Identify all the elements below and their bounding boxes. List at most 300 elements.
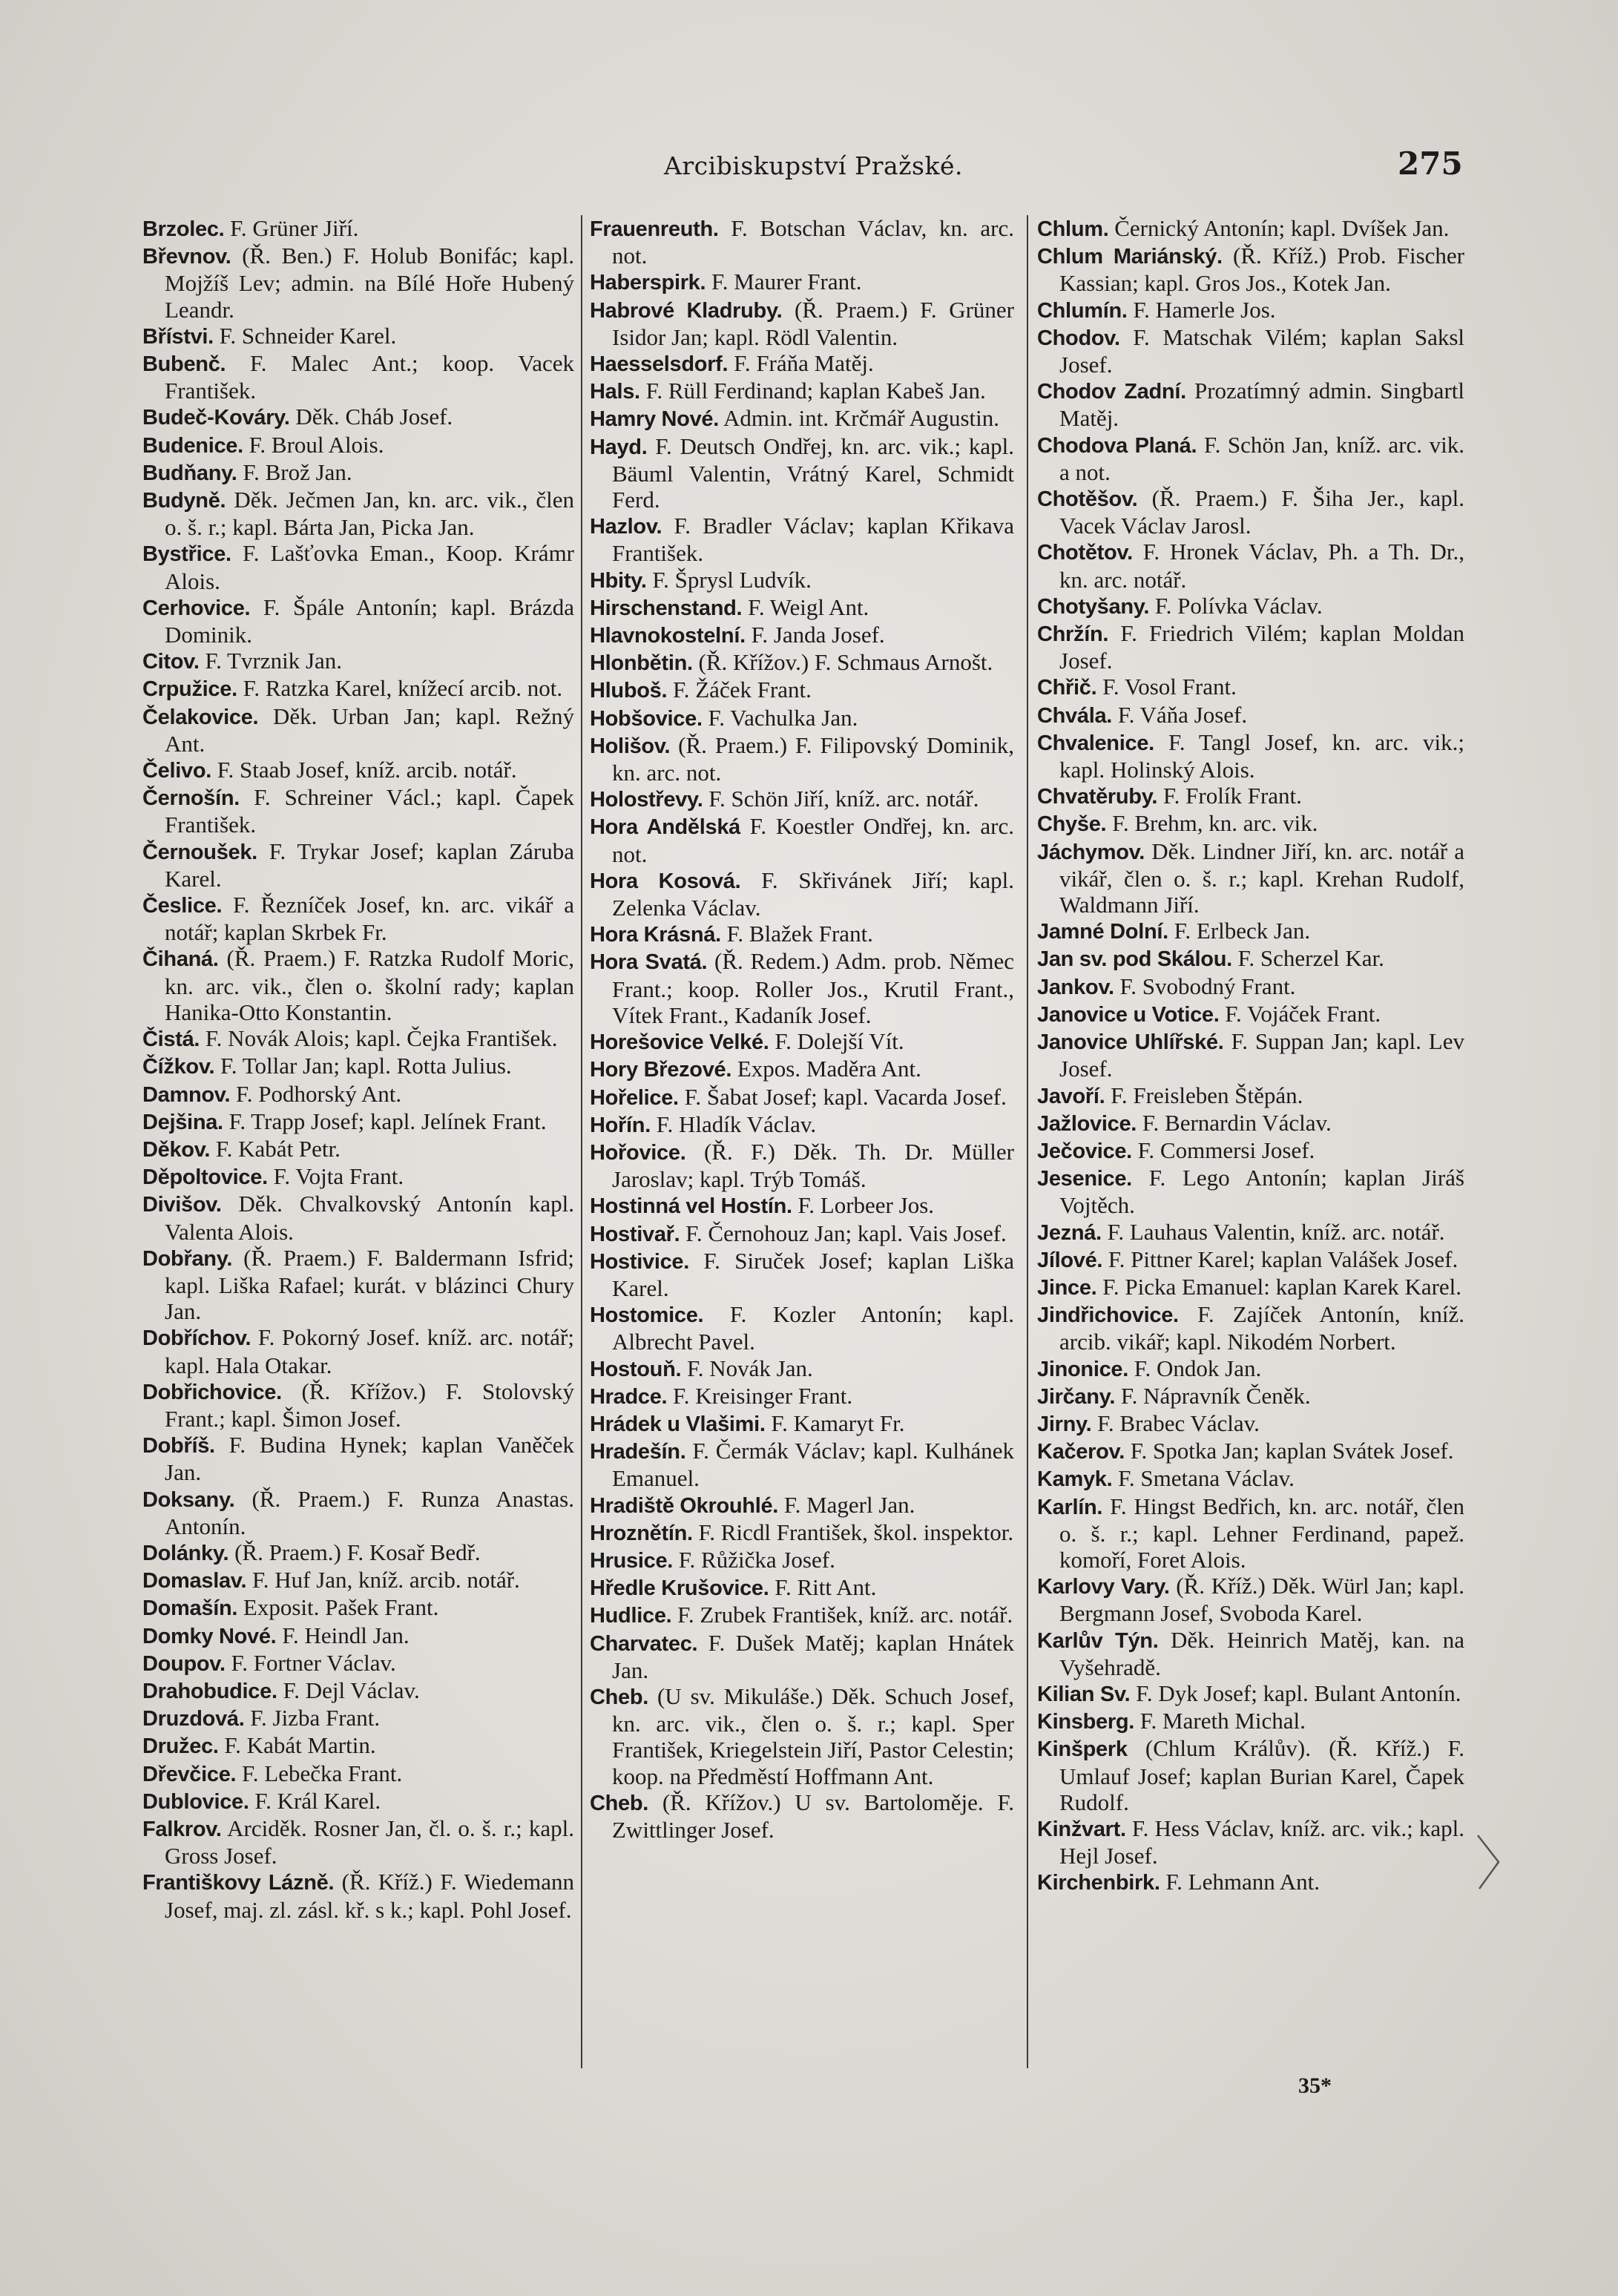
clergy-details: F. Grüner Jiří.: [230, 215, 359, 241]
parish-entry: [1037, 1815, 1464, 1869]
parish-name: Čížkov.: [142, 1055, 215, 1079]
clergy-details: F. Malec Ant.; koop. Vacek František.: [165, 350, 574, 404]
parish-name: Domaslav.: [142, 1569, 247, 1593]
clergy-details: F. Hingst Bedřich, kn. arc. notář, člen o. š. r.; kapl. Lehner Ferdinand, papež. komoří, Foret Alois.: [1059, 1493, 1464, 1573]
parish-entry: [142, 1732, 574, 1760]
clergy-details: F. Hladík Václav.: [656, 1111, 817, 1137]
clergy-details: F. Janda Josef.: [751, 622, 885, 648]
clergy-details: (Ř. Kříž.) Děk. Würl Jan; kapl. Bergmann Josef, Svoboda Karel.: [1059, 1573, 1465, 1627]
parish-entry: [590, 378, 1014, 405]
parish-entry: [590, 1139, 1014, 1192]
clergy-details: F. Siruček Josef; kaplan Liška Karel.: [612, 1247, 1015, 1301]
parish-name: Drahobudice.: [142, 1679, 277, 1703]
parish-entry: [1037, 1301, 1464, 1355]
parish-entry: [590, 786, 1014, 813]
parish-entry: [590, 1492, 1014, 1519]
clergy-details: F. Svobodný Frant.: [1119, 973, 1296, 999]
clergy-details: F. Lauhaus Valentin, kníž. arc. notář.: [1107, 1218, 1445, 1245]
clergy-details: (Ř. Praem.) F. Šiha Jer., kapl. Vacek Václav Jarosl.: [1059, 485, 1464, 539]
clergy-details: F. Tollar Jan; kapl. Rotta Julius.: [220, 1053, 512, 1079]
parish-name: Hrádek u Vlašimi.: [590, 1412, 766, 1436]
parish-entry: [590, 1789, 1014, 1843]
parish-entry: [1037, 1735, 1464, 1815]
parish-name: Hobšovice.: [590, 706, 703, 731]
clergy-details: F. Magerl Jan.: [783, 1491, 915, 1518]
clergy-details: (Ř. F.) Děk. Th. Dr. Müller Jaroslav; kapl. Trýb Tomáš.: [612, 1138, 1014, 1193]
clergy-details: (Ř. Kříž.) Prob. Fischer Kassian; kapl. Gros Jos., Kotek Jan.: [1059, 243, 1465, 297]
parish-name: Budňany.: [142, 461, 237, 485]
clergy-details: F. Ratzka Karel, knížecí arcib. not.: [243, 675, 563, 702]
parish-name: Děpoltovice.: [142, 1165, 268, 1190]
clergy-details: F. Freisleben Štěpán.: [1111, 1082, 1303, 1108]
clergy-details: F. Frolík Frant.: [1162, 783, 1302, 809]
clergy-details: F. Nápravník Čeněk.: [1120, 1382, 1311, 1409]
clergy-details: F. Mareth Michal.: [1139, 1708, 1306, 1734]
clergy-details: F. Bradler Václav; kaplan Křikava František.: [612, 513, 1014, 567]
parish-entry: [142, 1650, 574, 1677]
parish-name: Česlice.: [142, 894, 223, 918]
parish-entry: [142, 1191, 574, 1244]
parish-entry: [590, 867, 1014, 921]
clergy-details: Děk. Heinrich Matěj, kan. na Vyšehradě.: [1059, 1626, 1464, 1680]
parish-name: Jažlovice.: [1037, 1111, 1137, 1136]
parish-entry: [590, 269, 1014, 296]
clergy-details: F. Novák Jan.: [687, 1355, 813, 1381]
parish-name: Ječovice.: [1037, 1139, 1132, 1163]
parish-name: Děkov.: [142, 1137, 211, 1162]
parish-name: Hostinná vel Hostín.: [590, 1194, 792, 1219]
clergy-details: F. Černohouz Jan; kapl. Vais Josef.: [685, 1220, 1007, 1246]
parish-entry: [142, 1163, 574, 1191]
parish-entry: [1037, 1465, 1464, 1493]
parish-name: Hals.: [590, 380, 640, 404]
clergy-details: F. Schneider Karel.: [219, 322, 397, 349]
parish-entry: [590, 1355, 1014, 1383]
parish-name: Chvála.: [1037, 703, 1113, 728]
parish-name: Františkovy Lázně.: [142, 1871, 335, 1895]
clergy-details: F. Bernardin Václav.: [1142, 1109, 1332, 1136]
parish-name: Hluboš.: [590, 679, 668, 703]
parish-name: Chotyšany.: [1037, 594, 1150, 619]
parish-name: Dolánky.: [142, 1541, 229, 1565]
parish-name: Jílové.: [1037, 1248, 1103, 1272]
parish-entry: [1037, 1869, 1464, 1896]
parish-entry: [142, 243, 574, 323]
parish-entry: [142, 594, 574, 648]
clergy-details: F. Heindl Jan.: [282, 1622, 410, 1648]
parish-name: Čelivo.: [142, 759, 211, 783]
parish-name: Karlův Týn.: [1037, 1628, 1159, 1653]
parish-name: Frauenreuth.: [590, 217, 719, 241]
parish-name: Dobřany.: [142, 1246, 233, 1271]
parish-name: Černošín.: [142, 786, 240, 811]
parish-name: Jindřichovice.: [1037, 1303, 1179, 1328]
clergy-details: (Ř. Praem.) F. Filipovský Dominik, kn. arc. not.: [612, 731, 1014, 786]
parish-entry: [1037, 432, 1464, 485]
clergy-details: F. Fortner Václav.: [231, 1649, 396, 1676]
parish-name: Hředle Krušovice.: [590, 1576, 769, 1601]
clergy-details: F. Maurer Frant.: [711, 269, 862, 295]
parish-name: Horešovice Velké.: [590, 1030, 769, 1055]
parish-entry: [590, 1084, 1014, 1111]
parish-entry: [1037, 324, 1464, 378]
parish-name: Dobříchov.: [142, 1326, 251, 1351]
directory-column-1: [142, 215, 574, 1923]
parish-entry: [142, 1705, 574, 1732]
parish-name: Hlonbětin.: [590, 651, 693, 676]
parish-entry: [1037, 1410, 1464, 1438]
parish-entry: [590, 622, 1014, 649]
parish-entry: [1037, 1028, 1464, 1082]
parish-name: Hostivice.: [590, 1249, 689, 1274]
parish-name: Kinsberg.: [1037, 1710, 1135, 1734]
parish-name: Hlavnokostelní.: [590, 624, 746, 648]
clergy-details: F. Weigl Ant.: [748, 593, 869, 620]
parish-name: Budenice.: [142, 433, 243, 458]
parish-entry: [1037, 620, 1464, 674]
parish-entry: [142, 1760, 574, 1788]
parish-name: Bystřice.: [142, 542, 231, 567]
parish-entry: [1037, 729, 1464, 783]
parish-name: Karlín.: [1037, 1495, 1103, 1519]
parish-name: Chodova Planá.: [1037, 433, 1197, 458]
clergy-details: (Ř. Praem.) F. Ratzka Rudolf Moric, kn. arc. vik., člen o. školní rady; kaplan Hanika-Otto Konstantin.: [165, 945, 575, 1025]
parish-name: Hořín.: [590, 1113, 651, 1137]
parish-name: Hostivař.: [590, 1222, 680, 1246]
clergy-details: F. Podhorský Ant.: [235, 1080, 402, 1107]
clergy-details: F. Pittner Karel; kaplan Valášek Josef.: [1108, 1246, 1458, 1272]
clergy-details: (Ř. Křížov.) F. Schmaus Arnošt.: [698, 649, 993, 676]
parish-name: Čelakovice.: [142, 705, 259, 729]
parish-entry: [142, 703, 574, 757]
clergy-details: F. Lego Antonín; kaplan Jiráš Vojtěch.: [1059, 1165, 1464, 1219]
parish-name: Bubenč.: [142, 352, 226, 377]
parish-entry: [1037, 1246, 1464, 1274]
parish-entry: [1037, 485, 1464, 539]
parish-entry: [590, 705, 1014, 732]
parish-name: Janovice u Votice.: [1037, 1002, 1220, 1027]
parish-entry: [142, 1324, 574, 1378]
clergy-details: F. Huf Jan, kníž. arcib. notář.: [251, 1567, 520, 1593]
parish-name: Hora Krásná.: [590, 923, 721, 947]
parish-entry: [1037, 1219, 1464, 1246]
parish-entry: [1037, 1383, 1464, 1410]
clergy-details: F. Lehmann Ant.: [1165, 1869, 1320, 1895]
parish-name: Kilian Sv.: [1037, 1682, 1131, 1706]
clergy-details: F. Lašťovka Eman., Koop. Krámr Alois.: [165, 540, 575, 594]
clergy-details: F. Šabat Josef; kapl. Vacarda Josef.: [684, 1083, 1007, 1110]
parish-entry: [590, 1028, 1014, 1056]
parish-entry: [142, 1378, 574, 1432]
clergy-details: F. Ondok Jan.: [1134, 1355, 1262, 1381]
parish-entry: [590, 1683, 1014, 1789]
clergy-details: Admin. int. Krčmář Augustin.: [723, 405, 1000, 432]
parish-entry: [1037, 243, 1464, 296]
clergy-details: F. Smetana Václav.: [1118, 1465, 1295, 1492]
clergy-details: F. Čermák Václav; kapl. Kulhánek Emanuel.: [612, 1438, 1014, 1492]
clergy-details: (Ř. Křížov.) U sv. Bartoloměje. F. Zwittlinger Josef.: [612, 1789, 1014, 1843]
parish-name: Hořelice.: [590, 1085, 679, 1110]
clergy-details: (Ř. Praem.) F. Kosař Bedř.: [234, 1539, 481, 1565]
parish-name: Hora Svatá.: [590, 950, 708, 975]
parish-entry: [142, 404, 574, 431]
parish-entry: [142, 1788, 574, 1815]
parish-name: Kamyk.: [1037, 1467, 1113, 1492]
clergy-details: F. Skřivánek Jiří; kapl. Zelenka Václav.: [612, 866, 1015, 921]
parish-entry: [1037, 1274, 1464, 1301]
clergy-details: F. Tangl Josef, kn. arc. vik.; kapl. Holinský Alois.: [1059, 728, 1465, 783]
parish-name: Hazlov.: [590, 515, 662, 539]
parish-entry: [590, 1192, 1014, 1220]
parish-entry: [590, 350, 1014, 378]
running-title: Arcibiskupství Pražské.: [664, 151, 964, 180]
parish-entry: [590, 215, 1014, 269]
clergy-details: F. Rüll Ferdinand; kaplan Kabeš Jan.: [645, 378, 986, 404]
parish-name: Jezná.: [1037, 1220, 1102, 1245]
parish-name: Karlovy Vary.: [1037, 1575, 1170, 1599]
parish-name: Citov.: [142, 650, 200, 674]
parish-entry: [1037, 378, 1464, 431]
clergy-details: F. Brabec Václav.: [1097, 1409, 1260, 1436]
parish-entry: [142, 757, 574, 784]
parish-entry: [1037, 1001, 1464, 1028]
clergy-details: F. Novák Alois; kapl. Čejka František.: [205, 1025, 558, 1052]
parish-entry: [1037, 1110, 1464, 1137]
parish-entry: [1037, 1573, 1464, 1626]
clergy-details: F. Trapp Josef; kapl. Jelínek Frant.: [228, 1108, 547, 1134]
parish-name: Haesselsdorf.: [590, 352, 729, 377]
page-header: [0, 145, 1618, 190]
clergy-details: (Ř. Kříž.) F. Wiedemann Josef, maj. zl. zásl. kř. s k.; kapl. Pohl Josef.: [165, 1869, 575, 1923]
parish-entry: [1037, 1355, 1464, 1383]
parish-entry: [142, 1869, 574, 1922]
clergy-details: (Ř. Praem.) F. Runza Anastas. Antonín.: [165, 1485, 574, 1539]
parish-name: Divišov.: [142, 1193, 222, 1217]
parish-name: Domky Nové.: [142, 1624, 277, 1648]
parish-entry: [1037, 593, 1464, 620]
clergy-details: F. Špále Antonín; kapl. Brázda Dominik.: [165, 593, 575, 648]
clergy-details: F. Řezníček Josef, kn. arc. vikář a notář; kaplan Skrbek Fr.: [165, 892, 575, 946]
parish-entry: [590, 1301, 1014, 1355]
parish-entry: [1037, 1137, 1464, 1165]
clergy-details: (Ř. Ben.) F. Holub Bonifác; kapl. Mojžíš Lev; admin. na Bílé Hoře Hubený Leandr.: [165, 243, 575, 323]
clergy-details: F. Kreisinger Frant.: [673, 1382, 853, 1409]
clergy-details: F. Broul Alois.: [249, 431, 384, 458]
parish-name: Černoušek.: [142, 840, 257, 864]
parish-name: Druzdová.: [142, 1707, 245, 1731]
parish-entry: [590, 1630, 1014, 1683]
clergy-details: F. Kabát Martin.: [224, 1732, 376, 1759]
parish-entry: [142, 1539, 574, 1567]
parish-entry: [142, 215, 574, 243]
column-divider: [581, 215, 582, 2068]
parish-name: Dejšina.: [142, 1110, 223, 1134]
column-divider: [1027, 215, 1028, 2068]
parish-name: Chodov.: [1037, 326, 1120, 350]
directory-column-2: [590, 215, 1014, 1843]
clergy-details: Děk. Urban Jan; kapl. Režný Ant.: [165, 703, 575, 757]
parish-entry: [590, 1248, 1014, 1301]
parish-entry: [1037, 810, 1464, 838]
parish-name: Dobřichovice.: [142, 1380, 282, 1404]
parish-entry: [1037, 945, 1464, 973]
parish-entry: [590, 1056, 1014, 1083]
parish-name: Chyše.: [1037, 812, 1107, 837]
clergy-details: F. Hamerle Jos.: [1133, 296, 1276, 323]
parish-name: Damnov.: [142, 1082, 231, 1107]
parish-name: Doupov.: [142, 1651, 226, 1676]
clergy-details: F. Botschan Václav, kn. arc. not.: [612, 215, 1014, 269]
clergy-details: F. Schön Jan, kníž. arc. vik. a not.: [1059, 431, 1464, 485]
clergy-details: F. Dolejší Vít.: [775, 1028, 904, 1055]
clergy-details: F. Schön Jiří, kníž. arc. notář.: [708, 786, 979, 812]
clergy-details: F. Zajíček Antonín, kníž. arcib. vikář; kapl. Nikodém Norbert.: [1059, 1301, 1464, 1355]
clergy-details: F. Schreiner Václ.; kapl. Čapek František.: [165, 784, 574, 838]
clergy-details: F. Vojáček Frant.: [1225, 1000, 1381, 1027]
parish-entry: [142, 432, 574, 459]
parish-entry: [590, 921, 1014, 948]
parish-entry: [1037, 539, 1464, 592]
parish-entry: [1037, 1708, 1464, 1735]
clergy-details: F. Král Karel.: [254, 1787, 381, 1814]
parish-entry: [590, 1438, 1014, 1491]
clergy-details: F. Zrubek František, kníž. arc. notář.: [677, 1602, 1013, 1628]
parish-name: Crpužice.: [142, 677, 237, 702]
parish-name: Dřevčice.: [142, 1762, 237, 1786]
parish-name: Hayd.: [590, 435, 648, 459]
parish-name: Kačerov.: [1037, 1440, 1125, 1464]
parish-name: Cheb.: [590, 1791, 649, 1815]
parish-entry: [142, 540, 574, 593]
parish-entry: [1037, 1082, 1464, 1110]
parish-entry: [1037, 973, 1464, 1001]
parish-entry: [590, 594, 1014, 622]
parish-entry: [1037, 1627, 1464, 1680]
clergy-details: Exposit. Pašek Frant.: [243, 1594, 439, 1621]
parish-name: Holišov.: [590, 734, 671, 758]
parish-entry: [142, 487, 574, 540]
parish-entry: [142, 1025, 574, 1053]
parish-entry: [142, 838, 574, 892]
clergy-details: F. Růžička Josef.: [678, 1546, 835, 1573]
parish-name: Cerhovice.: [142, 596, 251, 620]
parish-name: Hořovice.: [590, 1140, 686, 1165]
clergy-details: F. Polívka Václav.: [1154, 592, 1323, 619]
parish-name: Čihaná.: [142, 947, 219, 972]
parish-name: Jankov.: [1037, 975, 1114, 999]
clergy-details: Děk. Chvalkovský Antonín kapl. Valenta Alois.: [165, 1191, 574, 1245]
parish-entry: [590, 405, 1014, 432]
clergy-details: F. Fráňa Matěj.: [734, 350, 874, 377]
parish-name: Hradešín.: [590, 1440, 686, 1464]
parish-entry: [142, 784, 574, 838]
parish-entry: [590, 1519, 1014, 1547]
clergy-details: (Ř. Křížov.) F. Stolovský Frant.; kapl. Šimon Josef.: [165, 1378, 574, 1432]
parish-entry: [590, 1547, 1014, 1574]
clergy-details: F. Blažek Frant.: [726, 921, 873, 947]
parish-name: Holostřevy.: [590, 788, 703, 812]
parish-entry: [590, 433, 1014, 513]
parish-name: Budeč-Kováry.: [142, 406, 290, 430]
parish-name: Chodov Zadní.: [1037, 380, 1186, 404]
parish-name: Budyně.: [142, 489, 226, 513]
clergy-details: F. Erlbeck Jan.: [1174, 918, 1311, 944]
clergy-details: F. Jizba Frant.: [250, 1705, 381, 1731]
parish-name: Hrusice.: [590, 1548, 674, 1573]
clergy-details: Expos. Maděra Ant.: [737, 1056, 921, 1082]
parish-name: Břevnov.: [142, 245, 231, 269]
parish-entry: [142, 1594, 574, 1622]
parish-entry: [1037, 702, 1464, 729]
parish-entry: [1037, 783, 1464, 810]
clergy-details: F. Žáček Frant.: [672, 677, 812, 703]
parish-entry: [1037, 1680, 1464, 1708]
parish-entry: [142, 1136, 574, 1163]
parish-entry: [1037, 1493, 1464, 1573]
parish-name: Charvatec.: [590, 1631, 698, 1656]
clergy-details: F. Kamaryt Fr.: [771, 1409, 905, 1436]
clergy-details: (U sv. Mikuláše.) Děk. Schuch Josef, kn. arc. vik., člen o. š. r.; kapl. Sper František, Kriegelstein Jiří, Pastor Celestin; koop. na Předměstí Hoffmann Ant.: [612, 1682, 1015, 1789]
parish-name: Dublovice.: [142, 1789, 249, 1814]
margin-pencil-mark: [1476, 1832, 1503, 1892]
clergy-details: F. Ricdl František, škol. inspektor.: [698, 1519, 1014, 1545]
parish-entry: [590, 813, 1014, 866]
parish-entry: [142, 1815, 574, 1869]
clergy-details: Prozatímný admin. Singbartl Matěj.: [1059, 378, 1464, 432]
parish-name: Hory Březové.: [590, 1058, 732, 1082]
clergy-details: Děk. Ječmen Jan, kn. arc. vik., člen o. š. r.; kapl. Bárta Jan, Picka Jan.: [165, 487, 575, 541]
parish-name: Chvatěruby.: [1037, 785, 1158, 809]
parish-name: Jáchymov.: [1037, 840, 1145, 864]
parish-entry: [590, 948, 1014, 1028]
parish-name: Břístvi.: [142, 324, 214, 349]
parish-name: Jinonice.: [1037, 1357, 1128, 1381]
parish-name: Jesenice.: [1037, 1167, 1132, 1191]
clergy-details: F. Deutsch Ondřej, kn. arc. vik.; kapl. Bäuml Valentin, Vrátný Karel, Schmidt Ferd.: [612, 432, 1014, 513]
parish-name: Hora Andělská: [590, 815, 741, 840]
parish-entry: [1037, 215, 1464, 243]
parish-name: Domašín.: [142, 1596, 238, 1621]
clergy-details: F. Vojta Frant.: [273, 1163, 404, 1190]
parish-name: Habrové Kladruby.: [590, 298, 783, 323]
parish-name: Chřič.: [1037, 676, 1097, 700]
parish-name: Chlumín.: [1037, 298, 1128, 323]
clergy-details: F. Dejl Václav.: [283, 1677, 420, 1703]
clergy-details: F. Spotka Jan; kaplan Svátek Josef.: [1130, 1438, 1454, 1464]
clergy-details: F. Dušek Matěj; kaplan Hnátek Jan.: [612, 1629, 1015, 1683]
clergy-details: F. Scherzel Kar.: [1237, 945, 1384, 972]
clergy-details: Děk. Lindner Jiří, kn. arc. notář a vikář, člen o. š. r.; kapl. Krehan Rudolf, Waldmann Jiří.: [1059, 838, 1465, 918]
parish-entry: [590, 297, 1014, 350]
parish-entry: [1037, 674, 1464, 701]
clergy-details: F. Dyk Josef; kapl. Bulant Antonín.: [1136, 1680, 1461, 1706]
clergy-details: F. Kozler Antonín; kapl. Albrecht Pavel.: [612, 1301, 1014, 1355]
clergy-details: F. Šprysl Ludvík.: [652, 566, 812, 593]
page-number: 275: [1398, 145, 1463, 182]
parish-name: Chlum Mariánský.: [1037, 245, 1223, 269]
parish-name: Hradce.: [590, 1384, 668, 1409]
clergy-details: F. Lebečka Frant.: [242, 1760, 403, 1786]
clergy-details: F. Tvrznik Jan.: [205, 648, 343, 674]
parish-name: Hora Kosová.: [590, 869, 741, 893]
parish-entry: [142, 1108, 574, 1136]
parish-name: Jince.: [1037, 1275, 1097, 1300]
parish-name: Brzolec.: [142, 217, 225, 241]
clergy-details: F. Commersi Josef.: [1137, 1137, 1315, 1163]
parish-entry: [590, 1220, 1014, 1248]
parish-entry: [142, 1081, 574, 1108]
clergy-details: F. Hess Václav, kníž. arc. vik.; kapl. Hejl Josef.: [1059, 1815, 1464, 1869]
